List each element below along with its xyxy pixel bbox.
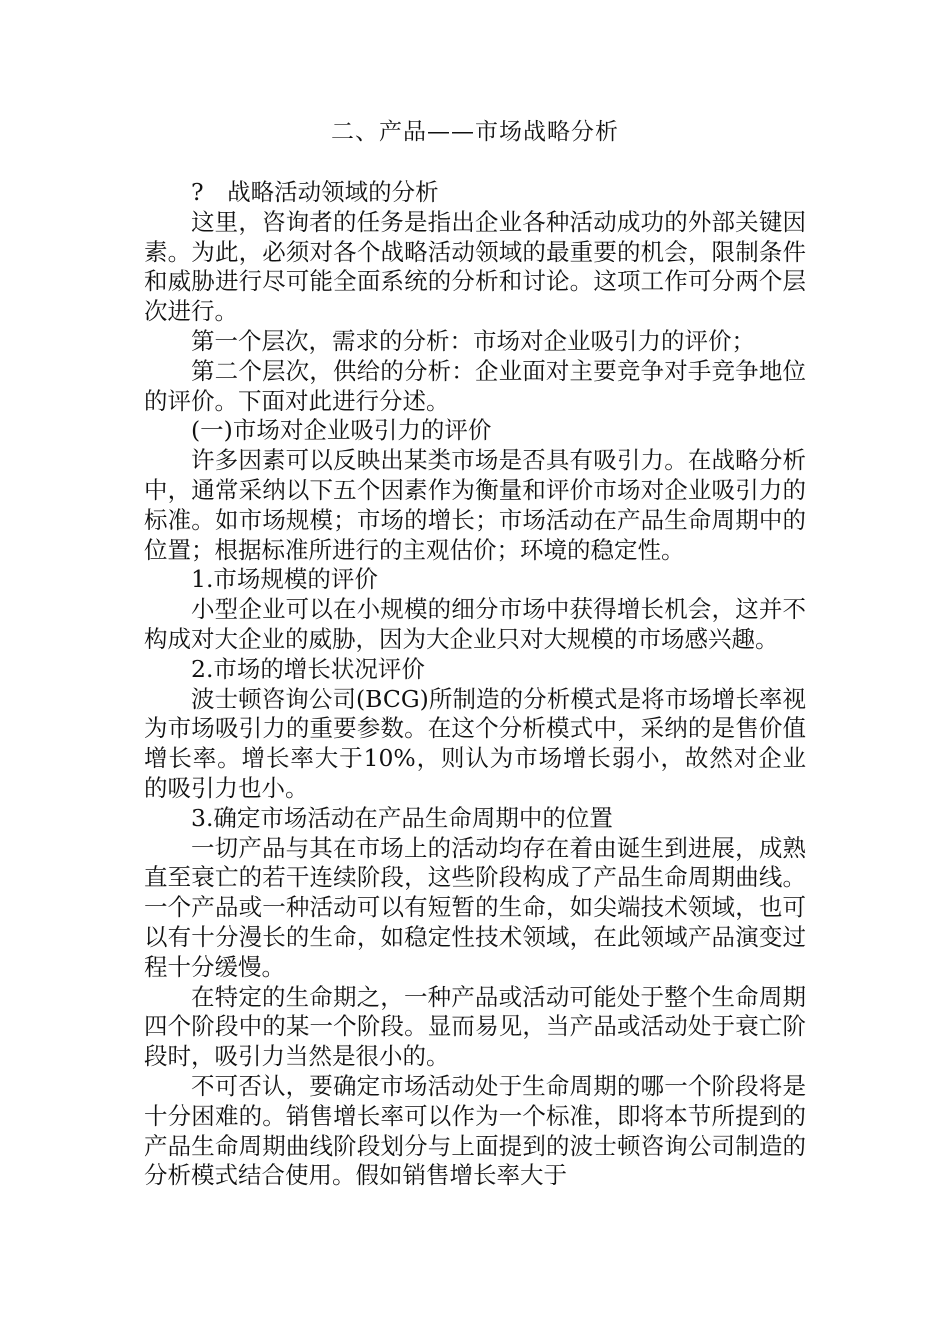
paragraph-consultant-task: 这里，咨询者的任务是指出企业各种活动成功的外部关键因素。为此，必须对各个战略活动领域的最重要的机会，限制条件和威胁进行尽可能全面系统的分析和讨论。这项工作可分两个层次进行。 [144,207,806,326]
section-heading-market-attractiveness: (一)市场对企业吸引力的评价 [191,416,492,445]
section-heading-strategy-field: ? 战略活动领域的分析 [191,178,439,206]
paragraph-bcg-model: 波士顿咨询公司(BCG)所制造的分析模式是将市场增长率视为市场吸引力的重要参数。在这个分析模式中，采纳的是售价值增长率。增长率大于10%，则认为市场增长弱小，故然对企业的吸引力也小。 [144,684,806,802]
document-body [144,178,806,1191]
paragraph-specific-life-period: 在特定的生命期之，一种产品或活动可能处于整个生命周期四个阶段中的某一个阶段。显而易见，当产品或活动处于衰亡阶段时，吸引力当然是很小的。 [144,982,806,1071]
paragraph-first-level: 第一个层次，需求的分析：市场对企业吸引力的评价； [191,326,755,355]
heading-market-size: 1.市场规模的评价 [191,565,378,594]
paragraph-five-factors: 许多因素可以反映出某类市场是否具有吸引力。在战略分析中，通常采纳以下五个因素作为衡量和评价市场对企业吸引力的标准。如市场规模；市场的增长；市场活动在产品生命周期中的位置；根据标准所进行的主观估价；环境的稳定性。 [144,446,806,564]
paragraph-second-level: 第二个层次，供给的分析：企业面对主要竞争对手竞争地位的评价。下面对此进行分述。 [144,356,806,415]
paragraph-life-cycle-stages: 一切产品与其在市场上的活动均存在着由诞生到进展，成熟直至衰亡的若干连续阶段，这些阶段构成了产品生命周期曲线。一个产品或一种活动可以有短暂的生命，如尖端技术领域，也可以有十分漫长的生命，如稳定性技术领域，在此领域产品演变过程十分缓慢。 [144,833,806,981]
page-title: 二、产品——市场战略分析 [331,119,619,145]
paragraph-market-size: 小型企业可以在小规模的细分市场中获得增长机会，这并不构成对大企业的威胁，因为大企业只对大规模的市场感兴趣。 [144,595,806,653]
heading-life-cycle-position: 3.确定市场活动在产品生命周期中的位置 [191,803,613,832]
heading-market-growth: 2.市场的增长状况评价 [191,654,425,683]
paragraph-sales-growth-standard: 不可否认，要确定市场活动处于生命周期的哪一个阶段将是十分困难的。销售增长率可以作为一个标准，即将本节所提到的产品生命周期曲线阶段划分与上面提到的波士顿咨询公司制造的分析模式结合使用。假如销售增长率大于 [144,1071,806,1190]
